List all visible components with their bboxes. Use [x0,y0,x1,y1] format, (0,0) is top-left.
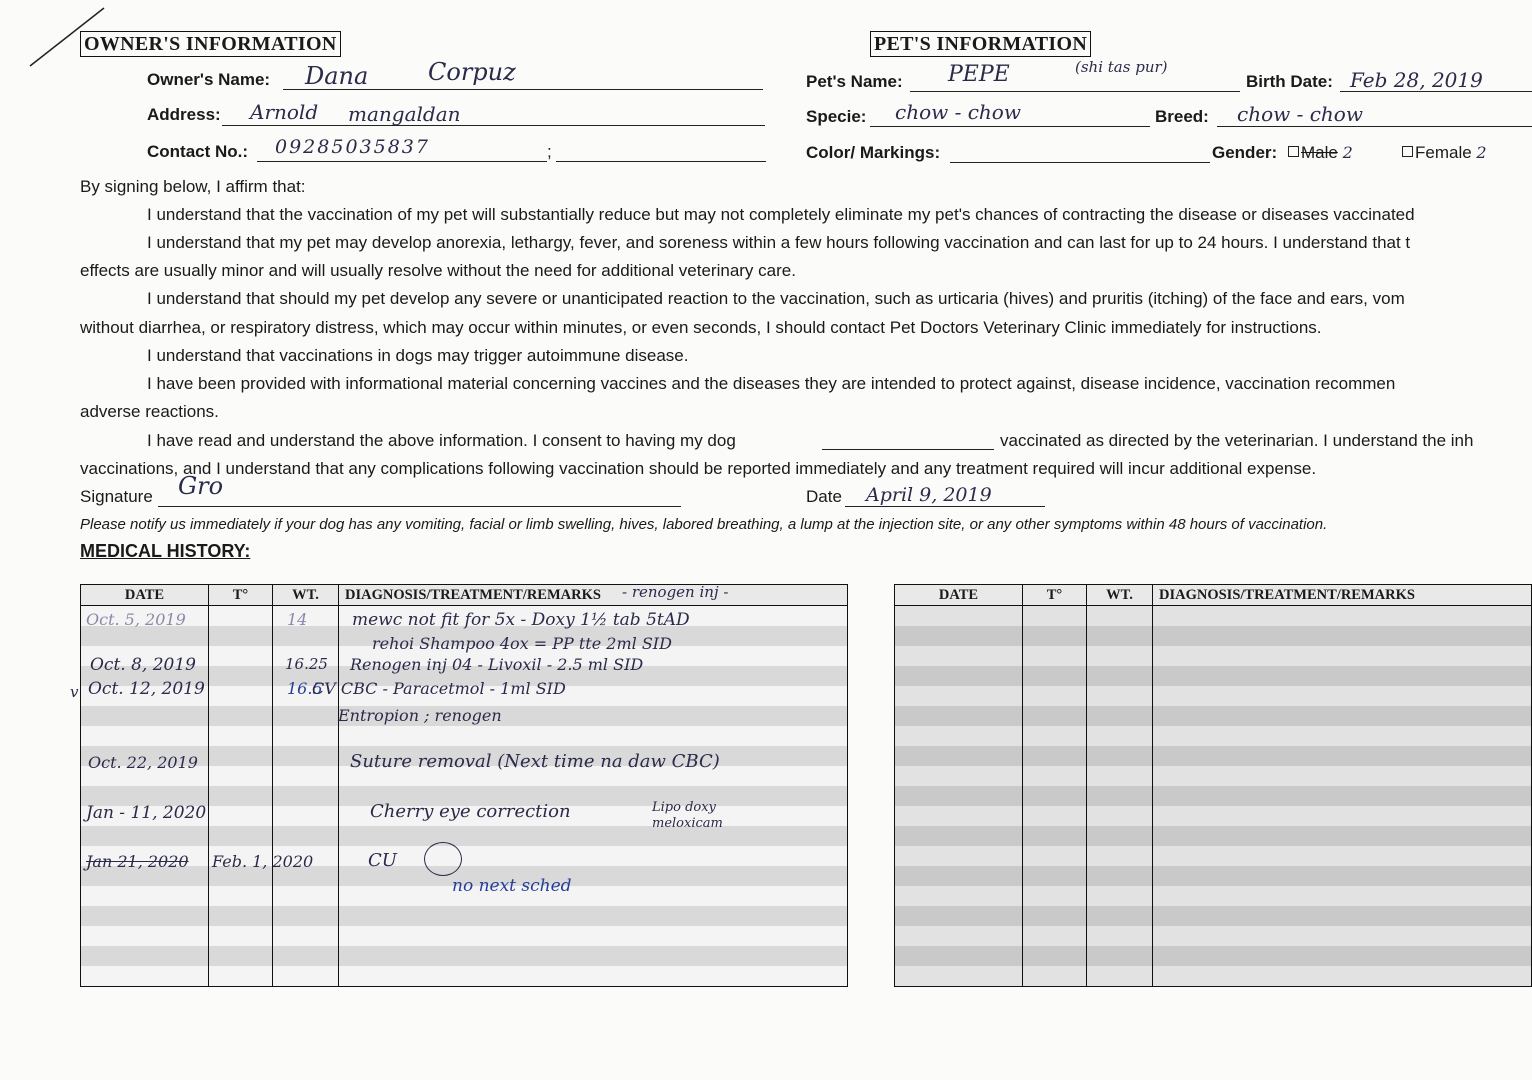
owner-name-label: Owner's Name: [147,70,271,89]
entry-5-remarks[interactable]: Entropion ; renogen [338,706,502,725]
entry-3-remarks[interactable]: Renogen inj 04 - Livoxil - 2.5 ml SID [350,655,644,674]
table-row [895,726,1532,746]
entry-1-weight[interactable]: 14 [287,610,308,629]
owner-contact-label: Contact No.: [147,142,249,161]
entry-8-remarks[interactable]: Lipo doxy meloxicam [652,800,723,831]
consent-paragraph-6-end: vaccinated as directed by the veterinarian. I understand the inh [1000,431,1474,450]
table-row [81,926,848,946]
temperature-column-header: T° [209,585,273,606]
medical-history-table-2 [894,584,1532,987]
table-row [895,666,1532,686]
table-row [895,946,1532,966]
date-line[interactable] [845,506,1045,507]
pet-name-note[interactable]: (shi tas pur) [1075,58,1168,76]
table-row [895,926,1532,946]
consent-paragraph-2: I understand that my pet may develop anorexia, lethargy, fever, and soreness within a few hours following vaccination and can last for up to 24 hours. I understand that t [147,233,1411,252]
pet-name-line [910,91,1240,92]
breed-line [1217,126,1532,127]
entry-1-date[interactable]: Oct. 5, 2019 [86,610,186,629]
dog-name-blank[interactable] [822,449,994,450]
breed-label: Breed: [1155,107,1209,126]
table-header-row [81,585,848,606]
date-label: Date [806,487,842,506]
breed-value[interactable]: chow - chow [1237,102,1363,126]
table-row [895,706,1532,726]
owner-last-name[interactable]: Corpuz [428,58,516,86]
weight-column-header: WT. [273,585,339,606]
consent-paragraph-3-cont: without diarrhea, or respiratory distress, which may occur within minutes, or even seconds, I should contact Pet Doctors Veterinary Clinic immediately for instructions. [80,318,1322,337]
owner-address-label: Address: [147,105,221,124]
gender-female-option[interactable] [1402,143,1487,163]
consent-paragraph-2-cont: effects are usually minor and will usually resolve without the need for additional veterinary care. [80,261,796,280]
owner-contact-line-2 [556,161,766,162]
table-row [895,866,1532,886]
owner-address-line [222,125,765,126]
pet-name-label: Pet's Name: [806,72,903,91]
entry-3-weight[interactable]: 16.25 [285,655,328,673]
entry-2-remarks[interactable]: rehoi Shampoo 4ox = PP tte 2ml SID [372,634,672,653]
consent-paragraph-3: I understand that should my pet develop any severe or unanticipated reaction to the vaccination, such as urticaria (hives) and pruritis (itching) of the face and ears, vom [147,289,1405,308]
entry-9-date-2[interactable]: Feb. 1, 2020 [212,852,314,871]
table-row [895,806,1532,826]
consent-paragraph-5-cont: adverse reactions. [80,402,219,421]
remarks-column-header-2: DIAGNOSIS/TREATMENT/REMARKS [1153,585,1532,606]
weight-column-header-2: WT. [1087,585,1153,606]
date-column-header: DATE [81,585,209,606]
color-markings-line[interactable] [950,162,1210,163]
entry-7-date[interactable]: Jan - 11, 2020 [86,803,207,823]
specie-label: Specie: [806,107,867,126]
owner-section-title: OWNER'S INFORMATION [80,31,341,57]
male-mark: 2 [1342,143,1353,162]
entry-3-date[interactable]: Oct. 8, 2019 [90,655,196,675]
notify-notice: Please notify us immediately if your dog has any vomiting, facial or limb swelling, hives, labored breathing, a lump at the injection site, or any other symptoms within 48 hours of vaccination. [80,516,1328,533]
table-row [895,826,1532,846]
table-row [895,786,1532,806]
consent-intro: By signing below, I affirm that: [80,177,306,196]
entry-4-weight[interactable]: 16.5 [287,679,323,698]
owner-contact-separator: ; [547,142,552,161]
date-value[interactable]: April 9, 2019 [866,484,992,506]
owner-address-value-2[interactable]: mangaldan [348,102,461,126]
table-row [895,686,1532,706]
entry-9-date[interactable]: Jan 21, 2020 [86,852,189,871]
specie-value[interactable]: chow - chow [895,100,1021,124]
entry-6-date[interactable]: Oct. 22, 2019 [88,753,198,772]
entry-10-remarks[interactable]: no next sched [452,876,572,896]
table-row [895,766,1532,786]
birth-date-label: Birth Date: [1246,72,1333,91]
remarks-column-header: DIAGNOSIS/TREATMENT/REMARKS [339,585,848,606]
color-markings-label: Color/ Markings: [806,143,941,162]
gender-male-option[interactable] [1288,143,1353,163]
table-header-row [895,585,1532,606]
consent-paragraph-6: I have read and understand the above information. I consent to having my dog [147,431,736,450]
gender-label: Gender: [1212,143,1278,162]
table-row [895,966,1532,987]
female-mark: 2 [1476,143,1487,162]
signature-label: Signature [80,487,153,506]
date-column-header-2: DATE [895,585,1023,606]
table-row [895,626,1532,646]
table-row [81,906,848,926]
entry-7-remarks[interactable]: Cherry eye correction [370,801,571,822]
owner-contact-value[interactable]: 09285035837 [275,136,430,158]
consent-paragraph-4: I understand that vaccinations in dogs may trigger autoimmune disease. [147,346,689,365]
table-row [81,966,848,987]
owner-first-name[interactable]: Dana [305,62,369,90]
entry-4-date[interactable]: Oct. 12, 2019 [88,679,205,699]
entry-4-remarks[interactable]: CV CBC - Paracetmol - 1ml SID [312,679,566,698]
circled-mark [424,842,462,876]
table-row [81,726,848,746]
header-handwritten-note: - renogen inj - [622,583,729,601]
table-row [895,846,1532,866]
male-checkbox[interactable] [1288,146,1299,157]
pet-name-value[interactable]: PEPE [948,62,1010,87]
consent-paragraph-6-cont: vaccinations, and I understand that any complications following vaccination should be reported immediately and any treatment required will incur additional expense. [80,459,1317,478]
consent-paragraph-5: I have been provided with informational material concerning vaccines and the diseases they are intended to protect against, disease incidence, vaccination recommen [147,374,1396,393]
entry-1-remarks[interactable]: mewc not fit for 5x - Doxy 1½ tab 5tAD [352,610,690,630]
owner-contact-line [257,161,547,162]
table-row [81,946,848,966]
table-row [895,646,1532,666]
female-checkbox[interactable] [1402,146,1413,157]
specie-line [870,126,1150,127]
temperature-column-header-2: T° [1023,585,1087,606]
medical-history-title: MEDICAL HISTORY: [80,541,251,561]
pen-stroke-decoration [20,0,110,70]
table-row [895,746,1532,766]
table-row [81,846,848,866]
entry-9-remarks[interactable]: CU [368,850,397,871]
entry-6-remarks[interactable]: Suture removal (Next time na daw CBC) [350,751,720,772]
owner-address-value[interactable]: Arnold [250,100,319,124]
male-label: Male [1301,143,1338,162]
signature-line[interactable] [158,506,681,507]
birth-date-value[interactable]: Feb 28, 2019 [1350,68,1483,92]
consent-paragraph-1: I understand that the vaccination of my pet will substantially reduce but may not completely eliminate my pet's chances of contracting the disease or diseases vaccinated [147,205,1415,224]
table-row [895,906,1532,926]
table-row [895,606,1532,627]
table-row [895,886,1532,906]
signature-value: Gro [178,472,224,500]
female-label: Female [1415,143,1472,162]
pet-section-title: PET'S INFORMATION [870,31,1091,57]
row-check-mark: v [70,683,79,701]
